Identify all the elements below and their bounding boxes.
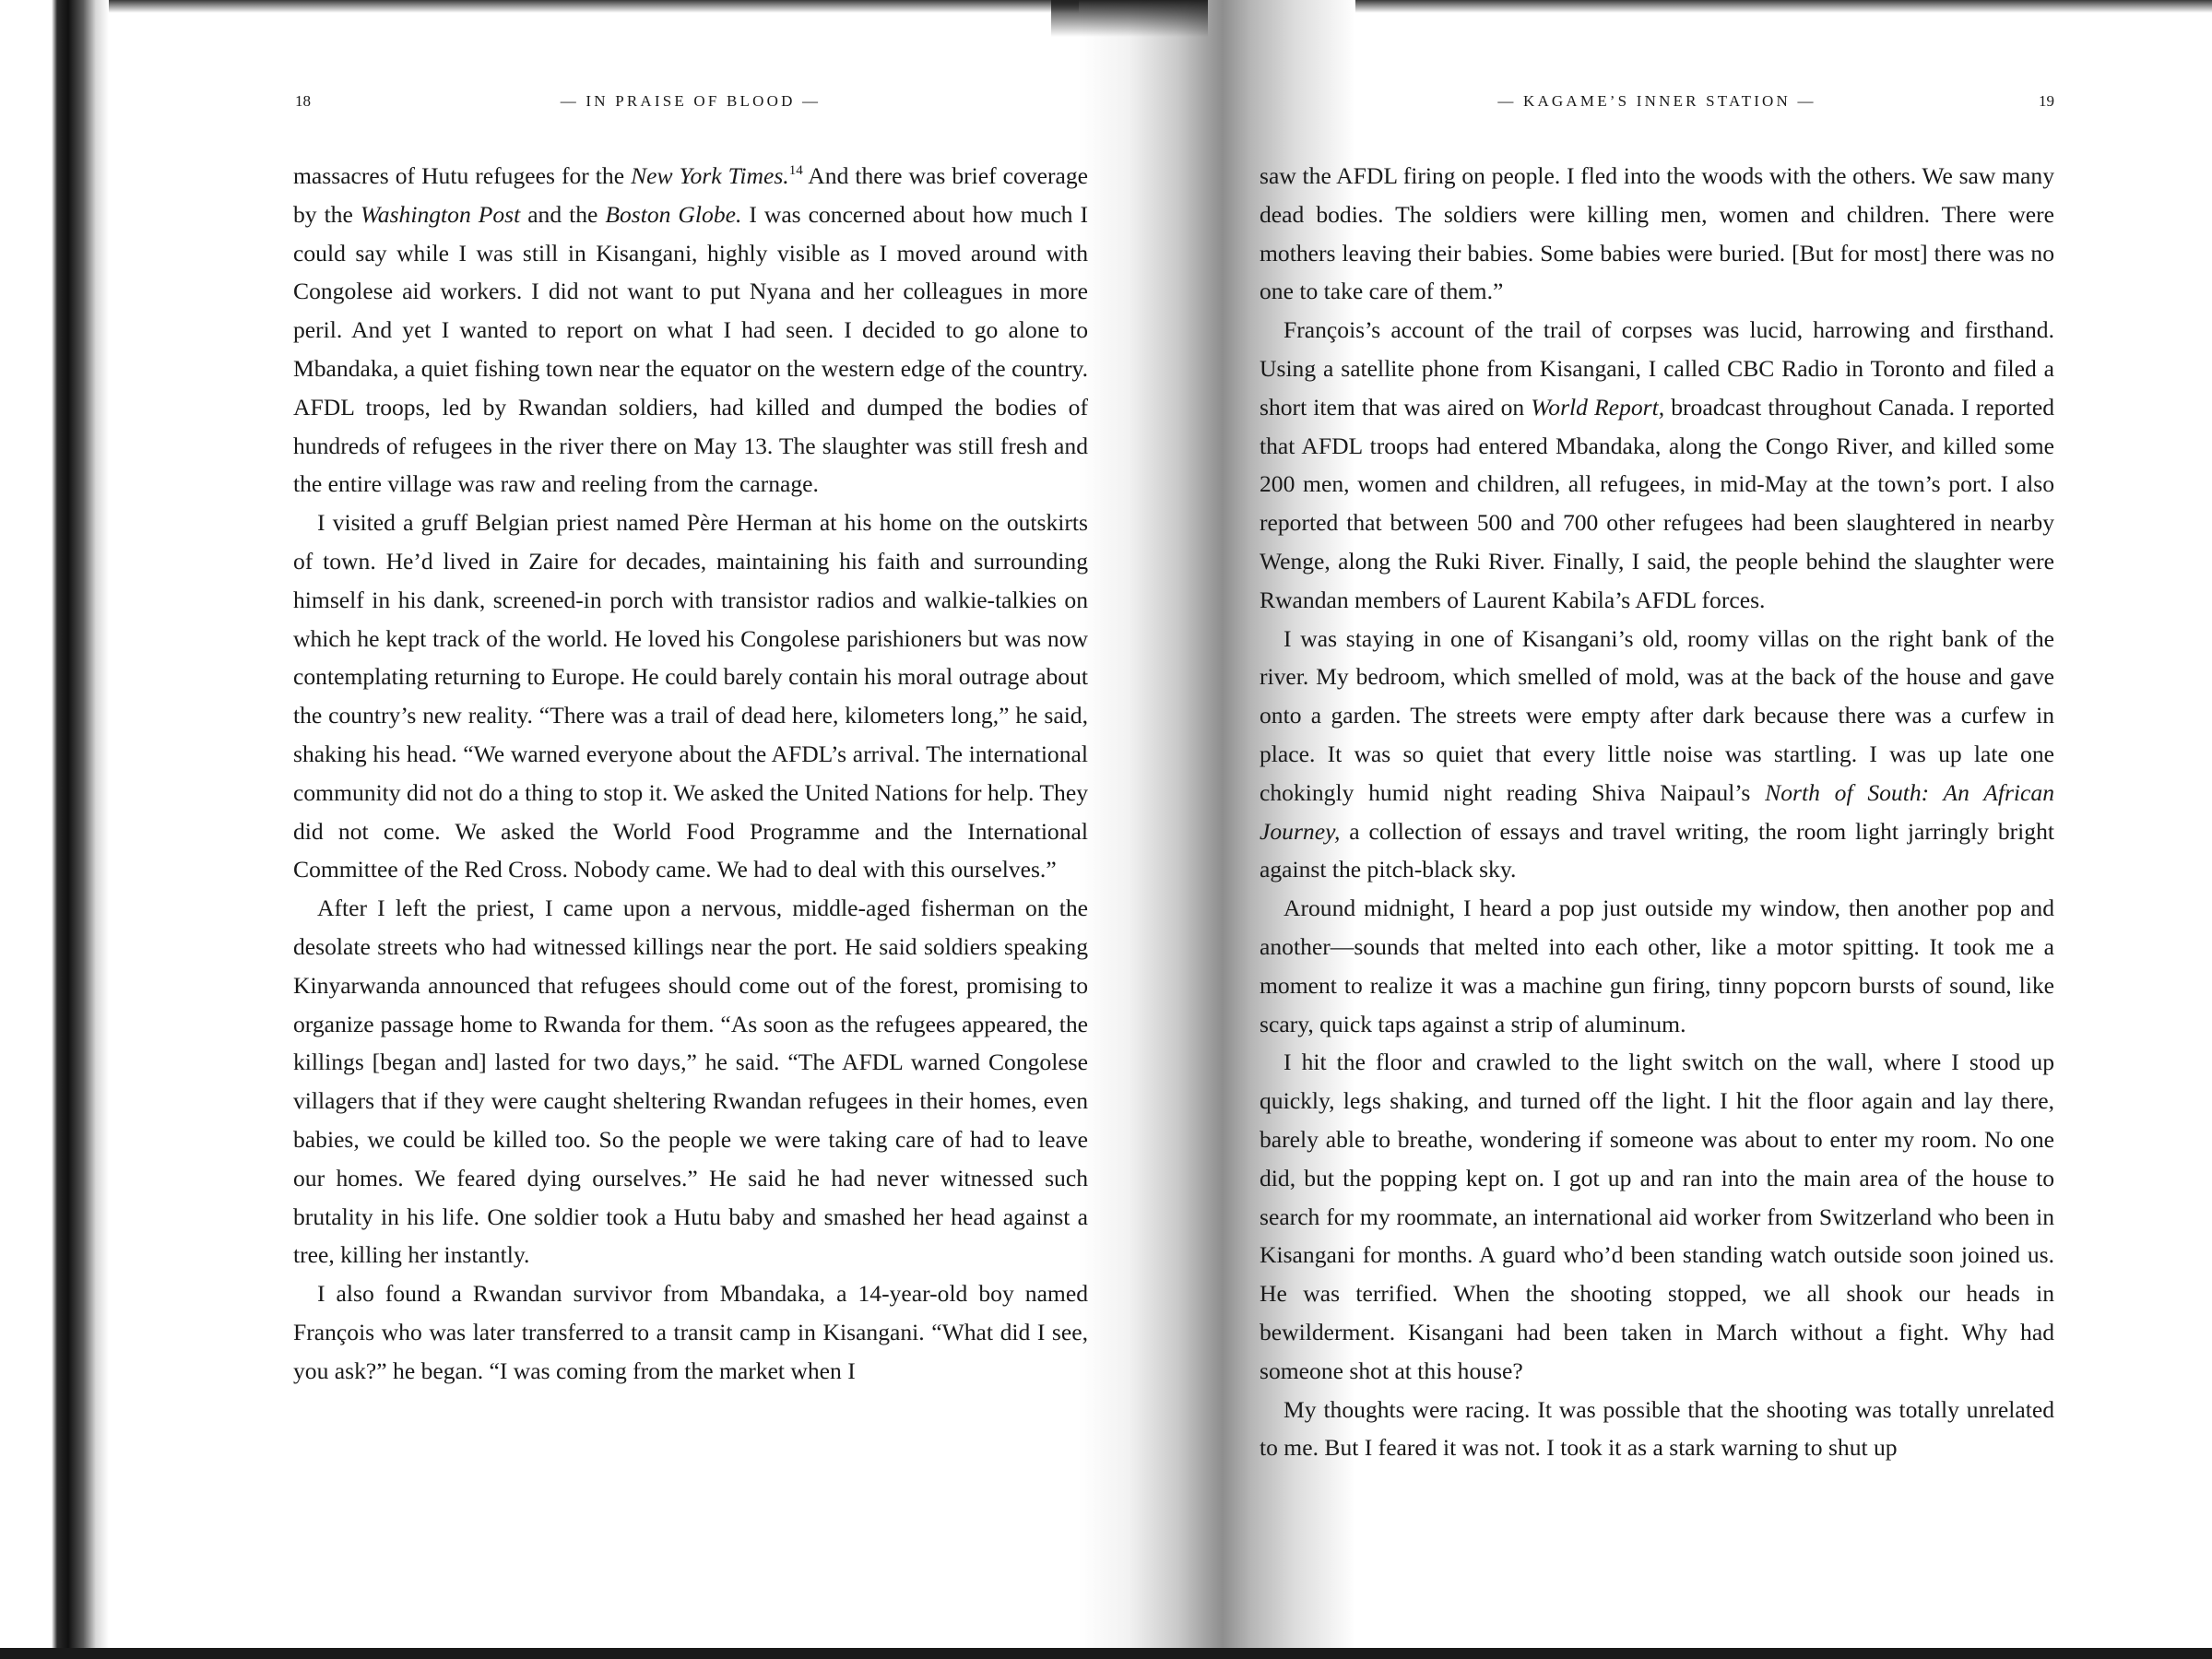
paragraph — [293, 889, 1088, 1274]
text-run: Around midnight, I heard a pop just outside my window, then another pop and another—sounds that melted into each other, like a motor spitting. It took me a moment to realize it was a machine gun firing, tinny popcorn bursts of sound, like scary, quick taps against a strip of aluminum. — [1260, 895, 2054, 1037]
text-run: I also found a Rwandan survivor from Mbandaka, a 14-year-old boy named François who was later transferred to a transit camp in Kisangani. “What did I see, you ask?” he began. “I was coming from the market when I — [293, 1280, 1088, 1384]
text-run: François’s account of the trail of corpses was lucid, harrowing and firsthand. Using a satellite phone from Kisangani, I called CBC Radio in Toronto and filed a short item that was aired on — [1260, 316, 2054, 421]
text-run: I hit the floor and crawled to the light switch on the wall, where I stood up quickly, legs shaking, and turned off the light. I hit the floor again and lay there, barely able to breathe, wondering if someone was about to enter my room. No one did, but the popping kept on. I got up and ran into the main area of the house to search for my roommate, an international aid worker from Switzerland who been in Kisangani for months. A guard who’d been standing watch outside soon joined us. He was terrified. When the shooting stopped, we all shook our heads in bewilderment. Kisangani had been taken in March without a fight. Why had someone shot at this house? — [1260, 1049, 2054, 1384]
left-running-head: — IN PRAISE OF BLOOD — — [560, 92, 822, 110]
paragraph — [1260, 1043, 2054, 1390]
paragraph — [293, 157, 1088, 504]
text-run: broadcast throughout Canada. I reported that AFDL troops had entered Mbandaka, along the Congo River, and killed some 200 men, women and children, all refugees, in mid-May at the town’s port. I also reported that between 500 and 700 other refugees had been slaughtered in nearby Wenge, along the Ruki River. Finally, I said, the people behind the slaughter were Rwandan members of Laurent Kabila’s AFDL forces. — [1260, 393, 2055, 613]
left-running-head-bar — [293, 92, 1088, 116]
paragraph — [1260, 1391, 2054, 1468]
paragraph — [1260, 889, 2054, 1043]
italic-title: Boston Globe. — [605, 200, 742, 228]
text-run: And there was brief coverage by the — [293, 162, 1088, 228]
right-page — [1260, 0, 2054, 1659]
left-page — [293, 0, 1088, 1659]
paragraph — [293, 504, 1088, 889]
right-page-number: 19 — [2039, 92, 2054, 110]
paragraph — [1260, 157, 2054, 311]
right-body-text — [1260, 157, 2054, 1467]
italic-title: New York Times. — [631, 162, 789, 189]
footnote-marker: 14 — [788, 163, 803, 178]
text-run: I visited a gruff Belgian priest named Père Herman at his home on the outskirts of town. He’d lived in Zaire for decades, maintaining his faith and surrounding himself in his dank, screened-in porch with transistor radios and walkie-talkies on which he kept track of the world. He loved his Congolese parishioners but was now contemplating returning to Europe. He could barely contain his moral outrage about the country’s new reality. “There was a trail of dead here, kilometers long,” he said, shaking his head. “We warned everyone about the AFDL’s arrival. The international community did not do a thing to stop it. We asked the United Nations for help. They did not come. We asked the World Food Programme and the International Committee of the Red Cross. Nobody came. We had to deal with this ourselves.” — [293, 509, 1088, 883]
text-run: saw the AFDL firing on people. I fled into the woods with the others. We saw many dead bodies. The soldiers were killing men, women and children. There were mothers leaving their babies. Some babies were buried. [But for most] there was no one to take care of them.” — [1260, 162, 2054, 305]
paragraph — [293, 1274, 1088, 1390]
paragraph — [1260, 311, 2054, 619]
paragraph — [1260, 620, 2054, 890]
left-page-number: 18 — [295, 92, 311, 110]
right-running-head: — KAGAME’S INNER STATION — — [1497, 92, 1816, 110]
text-run: My thoughts were racing. It was possible that the shooting was totally unrelated to me. But I feared it was not. I took it as a stark warning to shut up — [1260, 1395, 2054, 1462]
italic-title: World Report, — [1531, 393, 1665, 421]
scan-left-edge — [0, 0, 109, 1659]
right-running-head-bar — [1260, 92, 2054, 116]
italic-title: Washington Post — [360, 200, 521, 228]
italic-title: North of South: An African Journey, — [1260, 778, 2054, 845]
text-run: After I left the priest, I came upon a nervous, middle-aged fisherman on the desolate streets who had witnessed killings near the port. He said soldiers speaking Kinyarwanda announced that refugees should come out of the forest, promising to organize passage home to Rwanda for them. “As soon as the refugees appeared, the killings [began and] lasted for two days,” he said. “The AFDL warned Congolese villagers that if they were caught sheltering Rwandan refugees in their homes, even babies, we could be killed too. So the people we were taking care of had to leave our homes. We feared dying ourselves.” He said he had never witnessed such brutality in his life. One soldier took a Hutu baby and smashed her head against a tree, killing her instantly. — [293, 895, 1088, 1269]
text-run: massacres of Hutu refugees for the — [293, 162, 632, 189]
left-body-text — [293, 157, 1088, 1391]
text-run: a collection of essays and travel writing, the room light jarringly bright against the pitch-black sky. — [1260, 817, 2054, 883]
text-run: I was staying in one of Kisangani’s old, roomy villas on the right bank of the river. My bedroom, which smelled of mold, was at the back of the house and gave onto a garden. The streets were empty after dark because there was a curfew in place. It was so quiet that every little noise was startling. I was up late one chokingly humid night reading Shiva Naipaul’s — [1260, 624, 2054, 806]
text-run: I was concerned about how much I could say while I was still in Kisangani, highly visible as I moved around with Congolese aid workers. I did not want to put Nyana and her colleagues in more peril. And yet I wanted to report on what I had seen. I decided to go alone to Mbandaka, a quiet fishing town near the equator on the western edge of the country. AFDL troops, led by Rwandan soldiers, had killed and dumped the bodies of hundreds of refugees in the river there on May 13. The slaughter was still fresh and the entire village was raw and reeling from the carnage. — [293, 200, 1088, 498]
text-run: and the — [520, 200, 606, 228]
